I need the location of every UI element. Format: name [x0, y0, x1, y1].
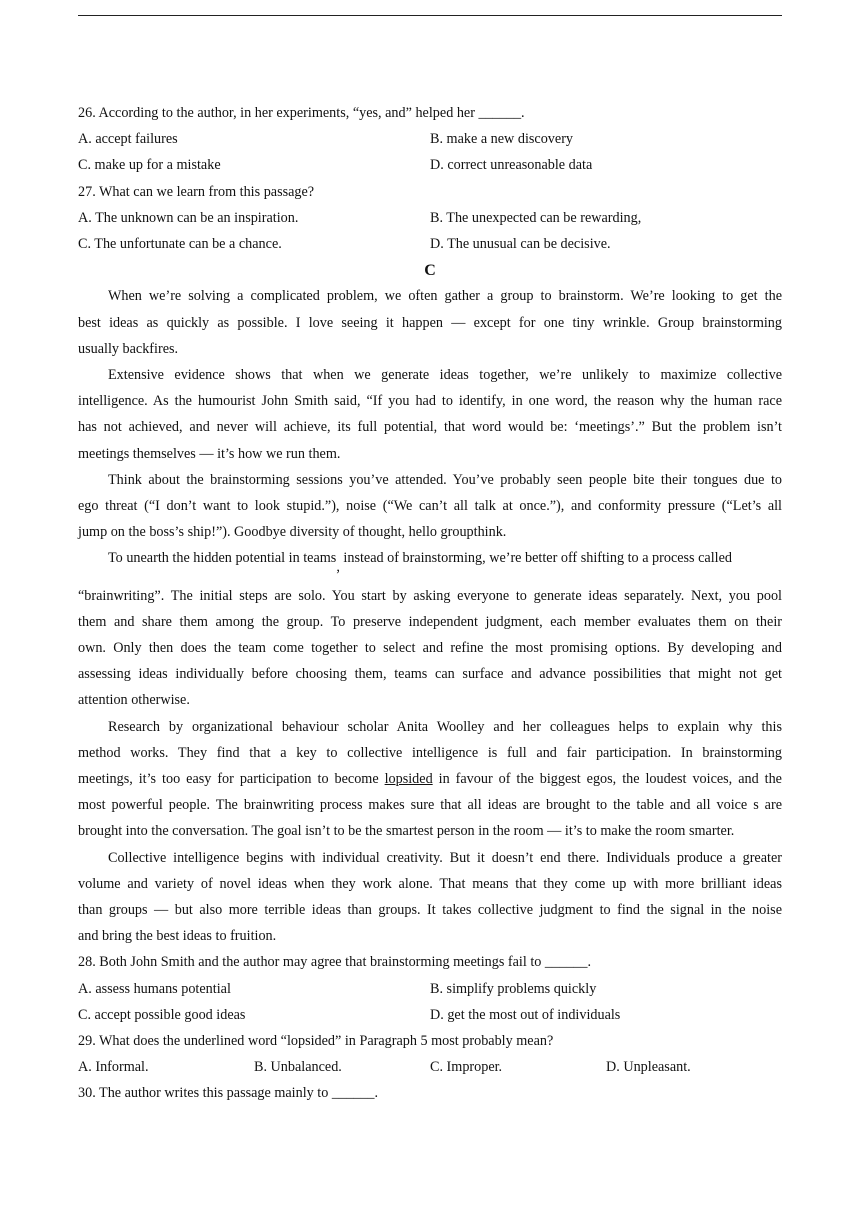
option-a: A. Informal. [78, 1059, 149, 1076]
option-d: D. get the most out of individuals [430, 1006, 621, 1023]
passage-line: and bring the best ideas to fruition. [78, 928, 277, 945]
question-stem: 28. Both John Smith and the author may agree that brainstorming meetings fail to ______. [78, 954, 592, 971]
option-row [78, 231, 782, 257]
passage-line: Extensive evidence shows that when we generate ideas together, we’re unlikely to maximize collective [108, 366, 782, 383]
exam-page-content [78, 100, 782, 1107]
option-c: C. accept possible good ideas [78, 1006, 246, 1023]
underlined-word-lopsided: lopsided [384, 770, 433, 787]
passage-line: usually backfires. [78, 340, 179, 357]
passage-line: them and share them among the group. To preserve independent judgment, each member evaluates them on their [78, 613, 782, 630]
option-a: A. assess humans potential [78, 980, 231, 997]
passage-line: When we’re solving a complicated problem, we often gather a group to brainstorm. We’re looking to get the [108, 288, 782, 305]
passage-text: instead of brainstorming, we’re better off shifting to a process called [339, 550, 732, 567]
passage-line: own. Only then does the team come together to select and refine the most promising options. By developing and [78, 639, 782, 656]
option-c: C. The unfortunate can be a chance. [78, 235, 282, 252]
option-b: B. make a new discovery [430, 131, 574, 148]
passage-line: method works. They find that a key to collective intelligence is full and fair participation. In brainstorming [78, 744, 782, 761]
option-d: D. Unpleasant. [606, 1059, 691, 1076]
question-stem: 29. What does the underlined word “lopsided” in Paragraph 5 most probably mean? [78, 1032, 554, 1049]
passage-text: To unearth the hidden potential in teams [108, 550, 337, 567]
passage-line: volume and variety of novel ideas when they work alone. That means that they come up with more brilliant ideas [78, 875, 782, 892]
passage-line [78, 545, 782, 576]
passage-line: intelligence. As the humourist John Smith said, “If you had to identify, in one word, the reason why the human race [78, 393, 782, 410]
option-d: D. The unusual can be decisive. [430, 235, 611, 252]
option-c: C. Improper. [430, 1059, 503, 1076]
option-row [78, 1002, 782, 1028]
option-row [78, 126, 782, 152]
option-row [78, 976, 782, 1002]
passage-line: best ideas as quickly as possible. I love seeing it happen — except for one tiny wrinkle. Group brainstorming [78, 314, 782, 331]
passage [78, 283, 782, 949]
question-stem: 30. The author writes this passage mainly to ______. [78, 1085, 378, 1102]
passage-text: meetings, it’s too easy for participation to become [78, 770, 385, 787]
option-row [78, 205, 782, 231]
passage-line: assessing ideas individually before choosing them, teams can surface and advance possibilities that might not get [78, 666, 782, 683]
option-b: B. Unbalanced. [254, 1059, 342, 1076]
section-heading: C [424, 262, 436, 280]
passage-line: attention otherwise. [78, 692, 190, 709]
stray-comma: , [336, 559, 340, 576]
passage-line: Collective intelligence begins with individual creativity. But it doesn’t end there. Individuals produce a greater [108, 849, 782, 866]
passage-line: Think about the brainstorming sessions you’ve attended. You’ve probably seen people bite their tongues due to [108, 471, 782, 488]
option-b: B. simplify problems quickly [430, 980, 597, 997]
passage-line: than groups — but also more terrible ideas than groups. It takes collective judgment to find the signal in the noise [78, 901, 782, 918]
passage-text: in favour of the biggest egos, the loudest voices, and the [432, 770, 782, 787]
passage-line [78, 766, 782, 792]
option-b: B. The unexpected can be rewarding, [430, 209, 642, 226]
option-d: D. correct unreasonable data [430, 157, 593, 174]
passage-line: most powerful people. The brainwriting process makes sure that all ideas are brought to the table and all voice s are [78, 797, 782, 814]
passage-line: has not achieved, and never will achieve, its full potential, that word would be: ‘meetings’.” But the problem isn’t [78, 419, 782, 436]
header-rule [78, 15, 782, 16]
passage-line: “brainwriting”. The initial steps are solo. You start by asking everyone to generate ideas separately. Next, you pool [78, 587, 782, 604]
option-a: A. accept failures [78, 131, 178, 148]
passage-line: brought into the conversation. The goal isn’t to be the smartest person in the room — it’s to make the room smarter. [78, 823, 735, 840]
question-stem: 27. What can we learn from this passage? [78, 183, 315, 200]
option-row [78, 1054, 782, 1080]
option-c: C. make up for a mistake [78, 157, 221, 174]
passage-line: jump on the boss’s ship!”). Goodbye diversity of thought, hello groupthink. [78, 524, 507, 541]
option-a: A. The unknown can be an inspiration. [78, 209, 299, 226]
passage-line: Research by organizational behaviour scholar Anita Woolley and her colleagues helps to explain why this [108, 718, 782, 735]
passage-line: ego threat (“I don’t want to look stupid.”), noise (“We can’t all talk at once.”), and conformity pressure (“Let’s all [78, 497, 782, 514]
question-stem: 26. According to the author, in her experiments, “yes, and” helped her ______. [78, 105, 525, 121]
passage-line: meetings themselves — it’s how we run them. [78, 445, 341, 462]
option-row [78, 152, 782, 178]
